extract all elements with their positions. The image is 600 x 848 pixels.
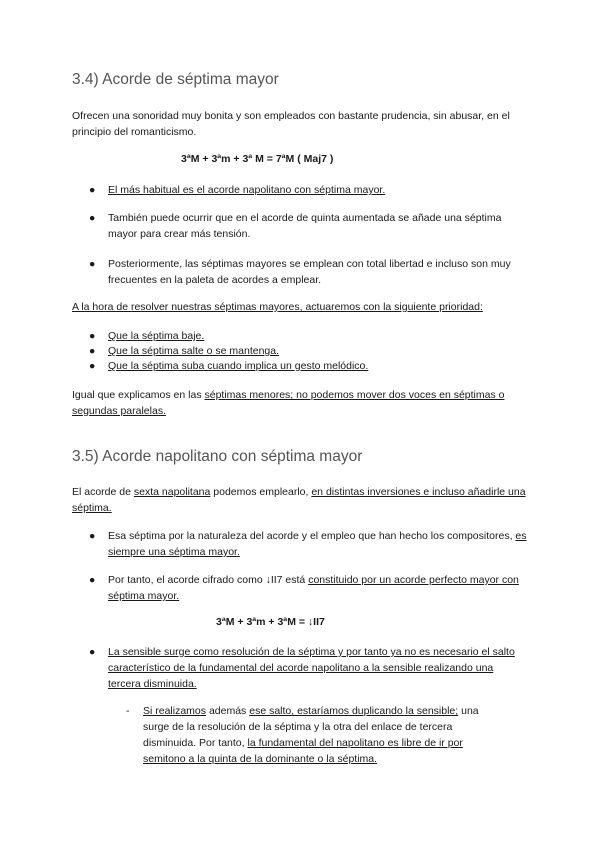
- closing-text: Igual que explicamos en las: [72, 389, 205, 401]
- bullet-underlined: constituido por un acorde perfecto mayor con séptima mayor.: [108, 574, 519, 602]
- bullet-icon: ●: [89, 184, 96, 196]
- bullet-text: [108, 572, 528, 604]
- bullet-text: También puede ocurrir que en el acorde de quinta aumentada se añade una séptima mayor para crear más tensión.: [108, 212, 502, 240]
- paragraph-intro-3-5: [72, 484, 532, 516]
- bullet-icon: ●: [89, 530, 96, 542]
- dash-marker: -: [126, 705, 130, 717]
- bullet-icon: ●: [89, 258, 96, 270]
- bullet-icon: ●: [89, 345, 96, 357]
- priority-text: Que la séptima baje.: [108, 330, 205, 342]
- bullet-text: Posteriormente, las séptimas mayores se emplean con total libertad e incluso son muy frecuentes en la paleta de acordes a emplear.: [108, 258, 511, 286]
- bullet-text: [108, 528, 528, 560]
- closing-underlined: séptimas menores; no podemos mover dos voces en séptimas o segundas paralelas.: [72, 389, 505, 417]
- priority-text: Que la séptima suba cuando implica un gesto melódico.: [108, 360, 369, 372]
- intro-text: El acorde de: [72, 486, 134, 498]
- dash-plain: una surge de la resolución de la séptima y la otra del enlace de tercera disminuida. Por tanto,: [143, 705, 479, 749]
- bullet-text: El más habitual es el acorde napolitano con séptima mayor.: [108, 184, 386, 196]
- formula-napolitano: 3ªM + 3ªm + 3ªM = ↓II7: [216, 616, 325, 628]
- bullet-icon: ●: [89, 574, 96, 586]
- bullet-icon: ●: [89, 360, 96, 372]
- bullet-icon: ●: [89, 330, 96, 342]
- dash-plain: además: [206, 705, 250, 717]
- bullet-plain: Por tanto, el acorde cifrado como ↓II7 está: [108, 574, 309, 586]
- intro-underlined: en distintas inversiones e incluso añadirle una séptima.: [72, 486, 526, 514]
- dash-underlined: ese salto, estaríamos duplicando la sensible;: [249, 705, 459, 717]
- bullet-underlined: es siempre una séptima mayor.: [108, 530, 527, 558]
- bullet-icon: ●: [89, 646, 96, 658]
- section-heading-3-5: 3.5) Acorde napolitano con séptima mayor: [72, 448, 363, 465]
- priority-text: Que la séptima salte o se mantenga.: [108, 345, 280, 357]
- bullet-icon: ●: [89, 212, 96, 224]
- intro-text: podemos emplearlo,: [210, 486, 312, 498]
- formula-maj7: 3ªM + 3ªm + 3ª M = 7ªM ( Maj7 ): [181, 153, 334, 165]
- dash-underlined: Si realizamos: [143, 705, 207, 717]
- section-heading-3-4: 3.4) Acorde de séptima mayor: [72, 71, 279, 88]
- intro-underlined: sexta napolitana: [133, 486, 211, 498]
- priority-intro: A la hora de resolver nuestras séptimas mayores, actuaremos con la siguiente prioridad:: [72, 301, 483, 313]
- dash-underlined: la fundamental del napolitano es libre de ir por semitono a la quinta de la dominante o la séptima.: [143, 737, 463, 765]
- dash-text: [143, 703, 498, 767]
- closing-paragraph-3-4: [72, 387, 532, 419]
- bullet-plain: Esa séptima por la naturaleza del acorde y el empleo que han hecho los compositores,: [108, 530, 516, 542]
- paragraph-intro-3-4: Ofrecen una sonoridad muy bonita y son empleados con bastante prudencia, sin abusar, en el principio del romanticismo.: [72, 110, 510, 138]
- bullet-text: La sensible surge como resolución de la séptima y por tanto ya no es necesario el salto característico de la fundamental del acorde napolitano a la sensible realizando una tercera disminuida.: [108, 646, 515, 690]
